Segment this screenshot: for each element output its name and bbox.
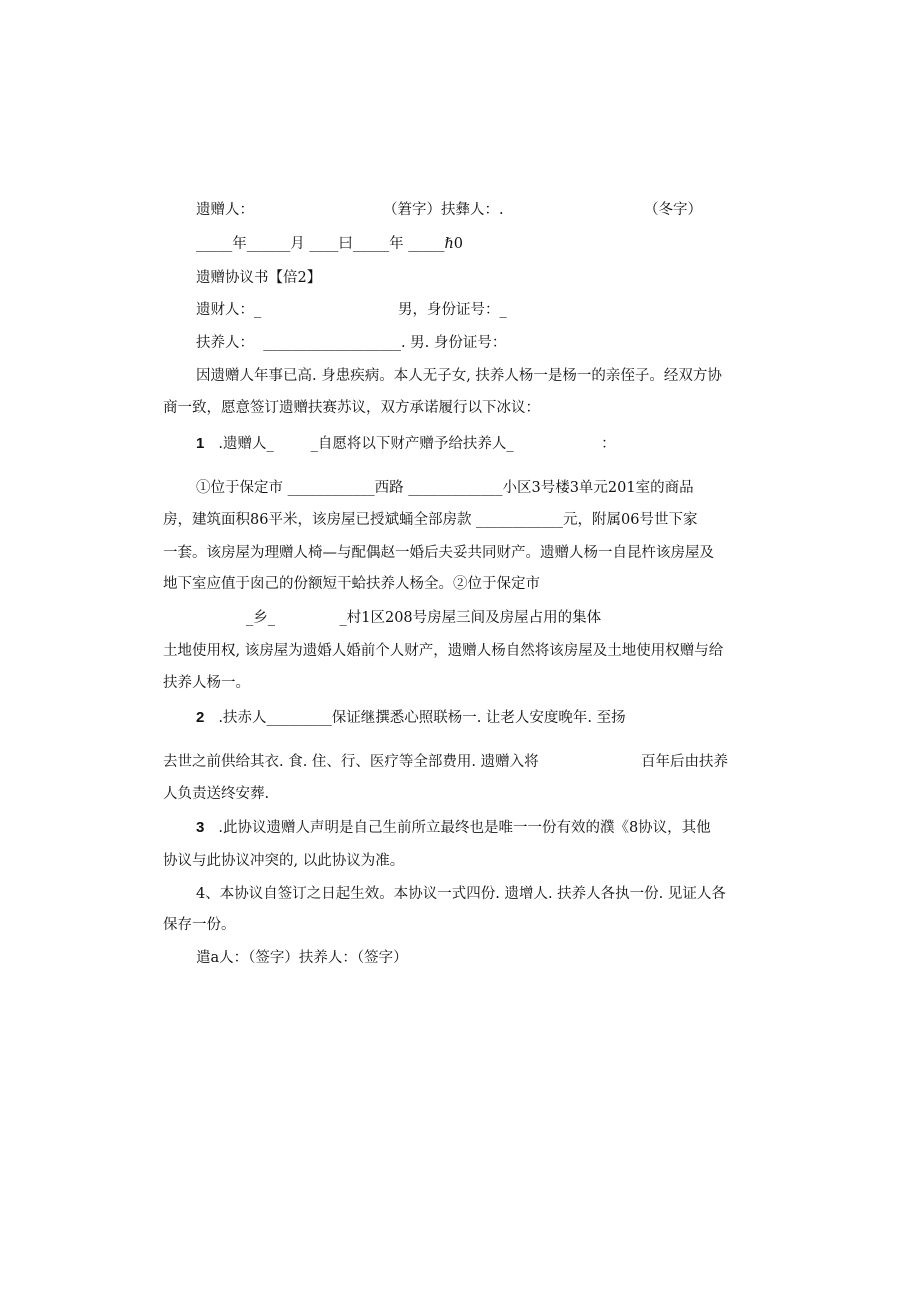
- date-line: _____年______月 ____曰_____年 _____ℏ0: [196, 236, 464, 252]
- clause-4-line-1: 4、本协议自签订之日起生效。本协议一式四份. 遗增人. 扶养人各执一份. 见证人各: [196, 886, 726, 902]
- property-line-3: 一套。该房屋为理赠人椅—与配偶赵一婚后夫妥共同财产。遗赠人杨一自昆杵该房屋及: [163, 545, 714, 561]
- clause-1-number: 1: [196, 435, 205, 452]
- clause-3-line-2: 协议与此协议冲突的, 以此协议为准。: [163, 853, 405, 869]
- testator-label: 遗财人：_: [196, 302, 262, 318]
- clause-3-number: 3: [196, 819, 205, 836]
- clause-2-number: 2: [196, 709, 205, 726]
- property-line-6: 土地使用权, 该房屋为遗婚人婚前个人财产，遗赠人杨自然将该房屋及土地使用权赠与给: [163, 643, 724, 659]
- header-supporter-label: （䇹字）扶彝人：.: [383, 202, 504, 218]
- header-testator-label: 遗赠人：: [196, 202, 254, 218]
- property-line-7: 扶养人杨一。: [163, 675, 250, 691]
- property-line-2: 房，建筑面积86平米，该房屋已授斌蛹全部房款 ____________元，附属06号世下家: [163, 512, 698, 528]
- clause-3: [196, 818, 711, 838]
- header-sign-right: （冬字）: [644, 202, 702, 218]
- property-line-5: _乡_ _村1区208号房屋三间及房屋占用的集体: [163, 610, 602, 626]
- clause-2: [196, 708, 626, 728]
- property-line-1: ①位于保定市 ____________西路 _____________小区3号楼3单元201室的商品: [196, 480, 694, 496]
- property-line-4: 地下室应值于囱己的份额短干蛤扶养人杨全。②位于保定市: [163, 576, 540, 592]
- supporter-line: 扶养人： ___________________. 男. 身份证号：: [196, 335, 507, 351]
- intro-line-2: 商一致，愿意签订遗赠扶赛苏议，双方承诺履行以下冰议：: [163, 400, 540, 416]
- intro-line-1: 因遗赠人年事已高. 身患疾病。本人无子女, 扶养人杨一是杨一的亲侄子。经双方协: [196, 368, 722, 384]
- document-title: 遗赠协议书【倍2】: [196, 270, 322, 286]
- clause-4-line-2: 保存一份。: [163, 917, 236, 933]
- clause-2-cont-left: 去世之前供给其衣. 食. 住、行、医疗等全部费用. 遗赠入将: [163, 754, 539, 770]
- footer-signature: 遣a人：（签字）扶养人：（签字）: [196, 950, 408, 966]
- testator-id-label: 男，身份证号：_: [398, 302, 507, 318]
- clause-2-text: .扶赤人_________保证继撰悉心照联杨一. 让老人安度晚年. 至扬: [218, 710, 626, 726]
- clause-2-cont-right: 百年后由扶养: [641, 754, 728, 770]
- clause-1-text: .遗赠人_ _自愿将以下财产赠予给扶养人_ ：: [218, 436, 616, 452]
- clause-3-text: .此协议遗赠人声明是自己生前所立最终也是唯一一份有效的濮《8协议，其他: [218, 820, 711, 836]
- clause-1: [196, 434, 616, 454]
- clause-2-cont-2: 人负责送终安葬.: [163, 786, 270, 802]
